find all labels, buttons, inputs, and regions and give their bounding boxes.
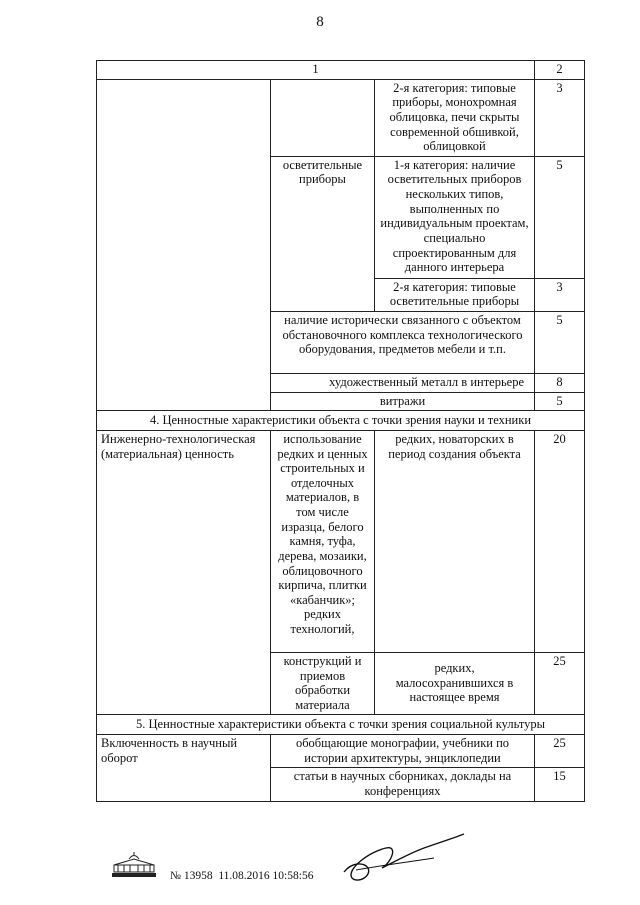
score-cell: 3 [535, 278, 585, 311]
page-number: 8 [316, 14, 324, 30]
score-cell: 5 [535, 312, 585, 374]
criterion-cell: редких, малосохранившихся в настоящее время [375, 652, 535, 715]
score-cell: 8 [535, 374, 585, 393]
table-header-row [97, 61, 585, 80]
criterion-cell: редких, новаторских в период создания объекта [375, 430, 535, 652]
header-cell-2: 2 [535, 61, 585, 80]
category-cell: Включенность в научный оборот [97, 735, 271, 802]
section-heading: 5. Ценностные характеристики объекта с точки зрения социальной культуры [97, 715, 585, 735]
subject-cell: использование редких и ценных строительных и отделочных материалов, в том числе изразца, белого камня, туфа, дерева, мозаики, облицовочного кирпича, плитки «кабанчик»; редких технологий, [271, 430, 375, 652]
section-row [97, 411, 585, 431]
table-row [97, 735, 585, 768]
table-row [97, 430, 585, 652]
empty-subject-cell [271, 79, 375, 156]
section-heading: 4. Ценностные характеристики объекта с точки зрения науки и техники [97, 411, 585, 431]
criterion-cell: художественный металл в интерьере [271, 374, 535, 393]
score-cell: 3 [535, 79, 585, 156]
empty-category-cell [97, 79, 271, 411]
criterion-cell: наличие исторически связанного с объектом обстановочного комплекса технологического оборудования, предметов мебели и т.п. [271, 312, 535, 374]
emblem-logo-icon [104, 852, 164, 878]
category-cell: Инженерно-технологическая (материальная) ценность [97, 430, 271, 715]
criterion-cell: статьи в научных сборниках, доклады на конференциях [271, 768, 535, 801]
subject-cell: конструкций и приемов обработки материала [271, 652, 375, 715]
criterion-cell: обобщающие монографии, учебники по истории архитектуры, энциклопедии [271, 735, 535, 768]
criterion-cell: витражи [271, 392, 535, 411]
score-cell: 5 [535, 156, 585, 278]
signature-icon [338, 832, 468, 888]
score-cell: 15 [535, 768, 585, 801]
document-stamp [170, 870, 313, 883]
score-cell: 5 [535, 392, 585, 411]
doc-number: № 13958 [170, 870, 213, 882]
criterion-cell: 2-я категория: типовые осветительные приборы [375, 278, 535, 311]
doc-datetime: 11.08.2016 10:58:56 [218, 870, 314, 882]
criterion-cell: 2-я категория: типовые приборы, монохромная облицовка, печи скрыты современной обшивкой, облицовкой [375, 79, 535, 156]
criteria-table [96, 60, 585, 802]
subject-cell: осветительные приборы [271, 156, 375, 311]
score-cell: 25 [535, 735, 585, 768]
header-cell-1: 1 [97, 61, 535, 80]
section-row [97, 715, 585, 735]
criterion-cell: 1-я категория: наличие осветительных приборов нескольких типов, выполненных по индивидуальным проектам, специально спроектированным для данного интерьера [375, 156, 535, 278]
score-cell: 20 [535, 430, 585, 652]
score-cell: 25 [535, 652, 585, 715]
table-row [97, 79, 585, 156]
